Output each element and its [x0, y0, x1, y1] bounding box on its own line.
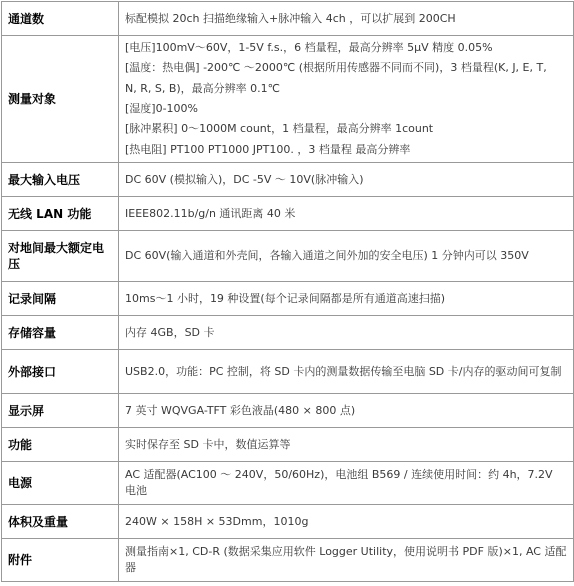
value-line: [温度：热电偶] -200℃ ～2000℃ (根据所用传感器不同而不同)，3 档量程(K, J, E, T, [125, 61, 547, 75]
row-label-record-interval: 记录间隔 [2, 282, 119, 316]
row-label-display: 显示屏 [2, 394, 119, 428]
row-value-channels [119, 2, 574, 36]
value-line: USB2.0，功能：PC 控制，将 SD 卡内的测量数据传输至电脑 SD 卡/内存的驱动间可复制 [125, 364, 562, 378]
row-value-rated-voltage [119, 231, 574, 282]
table-row [2, 197, 574, 231]
row-label-rated-voltage: 对地间最大额定电压 [2, 231, 119, 282]
row-value-accessories [119, 539, 574, 582]
row-value-external-interface [119, 350, 574, 394]
value-line: [湿度]0-100% [125, 102, 198, 115]
table-row [2, 350, 574, 394]
row-label-external-interface: 外部接口 [2, 350, 119, 394]
row-label-channels: 通道数 [2, 2, 119, 36]
row-label-measurement: 测量对象 [2, 36, 119, 163]
table-row [2, 36, 574, 163]
row-label-size-weight: 体积及重量 [2, 505, 119, 539]
table-row [2, 394, 574, 428]
value-line: N, R, S, B)，最高分辨率 0.1℃ [125, 81, 281, 95]
table-row [2, 505, 574, 539]
row-value-size-weight [119, 505, 574, 539]
value-line: 7 英寸 WQVGA-TFT 彩色液晶(480 × 800 点) [125, 403, 356, 417]
value-line: AC 适配器(AC100 ～ 240V，50/60Hz)，电池组 B569 / 连续使用时间：约 4h，7.2V 电池 [125, 468, 553, 497]
value-line: 标配模拟 20ch 扫描绝缘输入+脉冲输入 4ch ，可以扩展到 200CH [125, 11, 456, 25]
table-row [2, 462, 574, 505]
value-line: IEEE802.11b/g/n 通讯距离 40 米 [125, 206, 296, 220]
row-label-functions: 功能 [2, 428, 119, 462]
value-line: [热电阻] PT100 PT1000 JPT100. ，3 档量程 最高分辨率 [125, 142, 411, 156]
row-value-max-input-voltage [119, 163, 574, 197]
row-value-storage [119, 316, 574, 350]
row-value-record-interval [119, 282, 574, 316]
value-line: DC 60V(输入通道和外壳间，各输入通道之间外加的安全电压) 1 分钟内可以 350V [125, 249, 529, 262]
value-line: 10ms～1 小时，19 种设置(每个记录间隔都是所有通道高速扫描) [125, 291, 446, 305]
table-row [2, 2, 574, 36]
value-line: [脉冲累积] 0～1000M count，1 档量程，最高分辨率 1count [125, 122, 434, 136]
value-line: 240W × 158H × 53Dmm，1010g [125, 514, 309, 528]
table-row [2, 428, 574, 462]
row-value-power [119, 462, 574, 505]
value-line: 测量指南×1, CD-R (数据采集应用软件 Logger Utility，使用说明书 PDF 版)×1, AC 适配器 [125, 545, 567, 574]
spec-table [1, 1, 574, 582]
table-row [2, 231, 574, 282]
table-row [2, 539, 574, 582]
table-row [2, 282, 574, 316]
row-value-wireless-lan [119, 197, 574, 231]
row-label-max-input-voltage: 最大输入电压 [2, 163, 119, 197]
row-value-display [119, 394, 574, 428]
table-row [2, 163, 574, 197]
row-label-accessories: 附件 [2, 539, 119, 582]
value-line: 内存 4GB，SD 卡 [125, 325, 215, 339]
table-row [2, 316, 574, 350]
row-label-power: 电源 [2, 462, 119, 505]
row-label-storage: 存储容量 [2, 316, 119, 350]
value-line: DC 60V (模拟输入)，DC -5V ～ 10V(脉冲输入) [125, 172, 364, 186]
row-label-wireless-lan: 无线 LAN 功能 [2, 197, 119, 231]
value-line: 实时保存至 SD 卡中，数值运算等 [125, 437, 291, 451]
row-value-measurement [119, 36, 574, 163]
value-line: [电压]100mV～60V，1-5V f.s.，6 档量程，最高分辨率 5μV 精度 0.05% [125, 40, 493, 54]
row-value-functions [119, 428, 574, 462]
